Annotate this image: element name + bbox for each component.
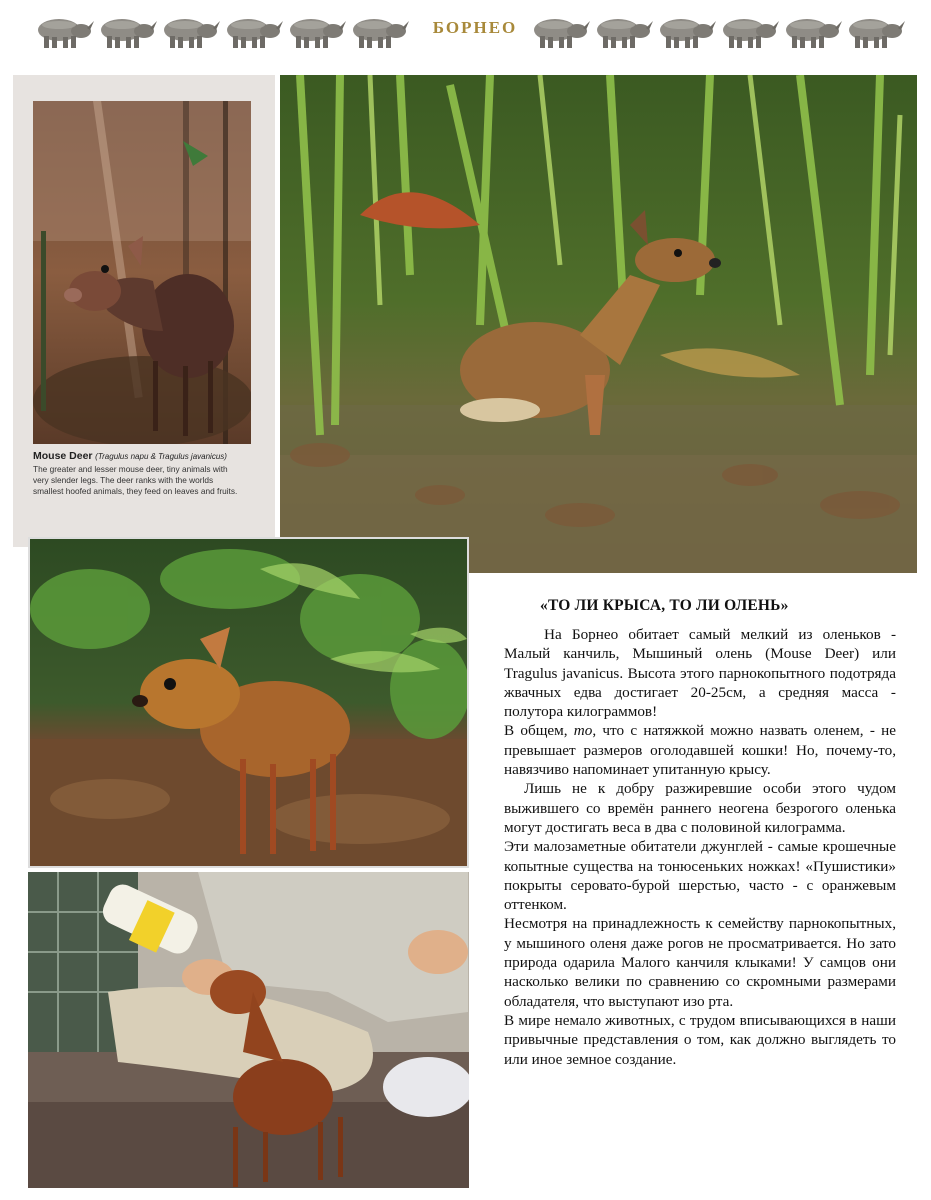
page-title: БОРНЕО <box>432 18 518 37</box>
info-sign-photo <box>13 75 275 547</box>
article-paragraph: В мире немало животных, с трудом вписывающихся в наши привычные представления о том, как должно выглядеть то или иное земное создание. <box>504 1011 896 1068</box>
rhino-icon <box>717 12 780 50</box>
sign-picture <box>33 101 251 444</box>
rhino-icon <box>654 12 717 50</box>
rhino-icon <box>528 12 591 50</box>
article-paragraph: На Борнео обитает самый мелкий из оленьков - Малый канчиль, Мышиный олень (Mouse Deer) или Tragulus javanicus. Высота этого парнокопытного подотряда жвачных едва достигает 20-25см, а средняя масса - полутора килограммов! <box>504 626 896 721</box>
rhino-icon <box>284 12 347 50</box>
article-title: «ТО ЛИ КРЫСА, ТО ЛИ ОЛЕНЬ» <box>540 597 789 614</box>
rhino-icon <box>347 12 410 50</box>
rhino-icon <box>95 12 158 50</box>
rhino-icon <box>591 12 654 50</box>
rhino-border-right <box>528 12 906 50</box>
rhino-icon <box>780 12 843 50</box>
rhino-border-left <box>32 12 410 50</box>
jungle-deer-photo <box>280 75 917 573</box>
rhino-icon <box>843 12 906 50</box>
sign-text: The greater and lesser mouse deer, tiny animals with very slender legs. The deer ranks with the worlds smallest hoofed animals, they feed on leaves and fruits. <box>33 464 238 497</box>
rhino-icon <box>158 12 221 50</box>
sign-title: Mouse Deer (Tragulus napu & Tragulus javanicus) <box>33 450 227 462</box>
rhino-icon <box>221 12 284 50</box>
feeding-deer-photo <box>28 872 469 1188</box>
article-paragraph: В общем, то, что с натяжкой можно назвать оленем, - не превышает размеров оголодавшей кошки! Но, почему-то, навязчиво напоминает упитанную крысу. <box>504 722 896 779</box>
article-paragraph: Эти малозаметные обитатели джунглей - самые крошечные копытные существа на тонюсеньких ножках! «Пушистики» покрыты серовато-бурой шерстью, часто - с оранжевым оттенком. <box>504 838 896 914</box>
deer-closeup-photo <box>28 537 469 868</box>
article <box>504 597 896 1069</box>
article-paragraph: Лишь не к добру разжиревшие особи этого чудом выжившего со времён раннего неогена безрогого оленька могут достигать веса в два с половиной килограмма. <box>504 780 896 836</box>
page-header <box>0 0 931 62</box>
article-paragraph: Несмотря на принадлежность к семейству парнокопытных, у мышиного оленя даже рогов не просматривается. Но зато природа одарила Малого канчиля клыками! У самцов они насколько велики по сравнению со скромными размерами обладателя, что выступают изо рта. <box>504 915 896 1010</box>
rhino-icon <box>32 12 95 50</box>
